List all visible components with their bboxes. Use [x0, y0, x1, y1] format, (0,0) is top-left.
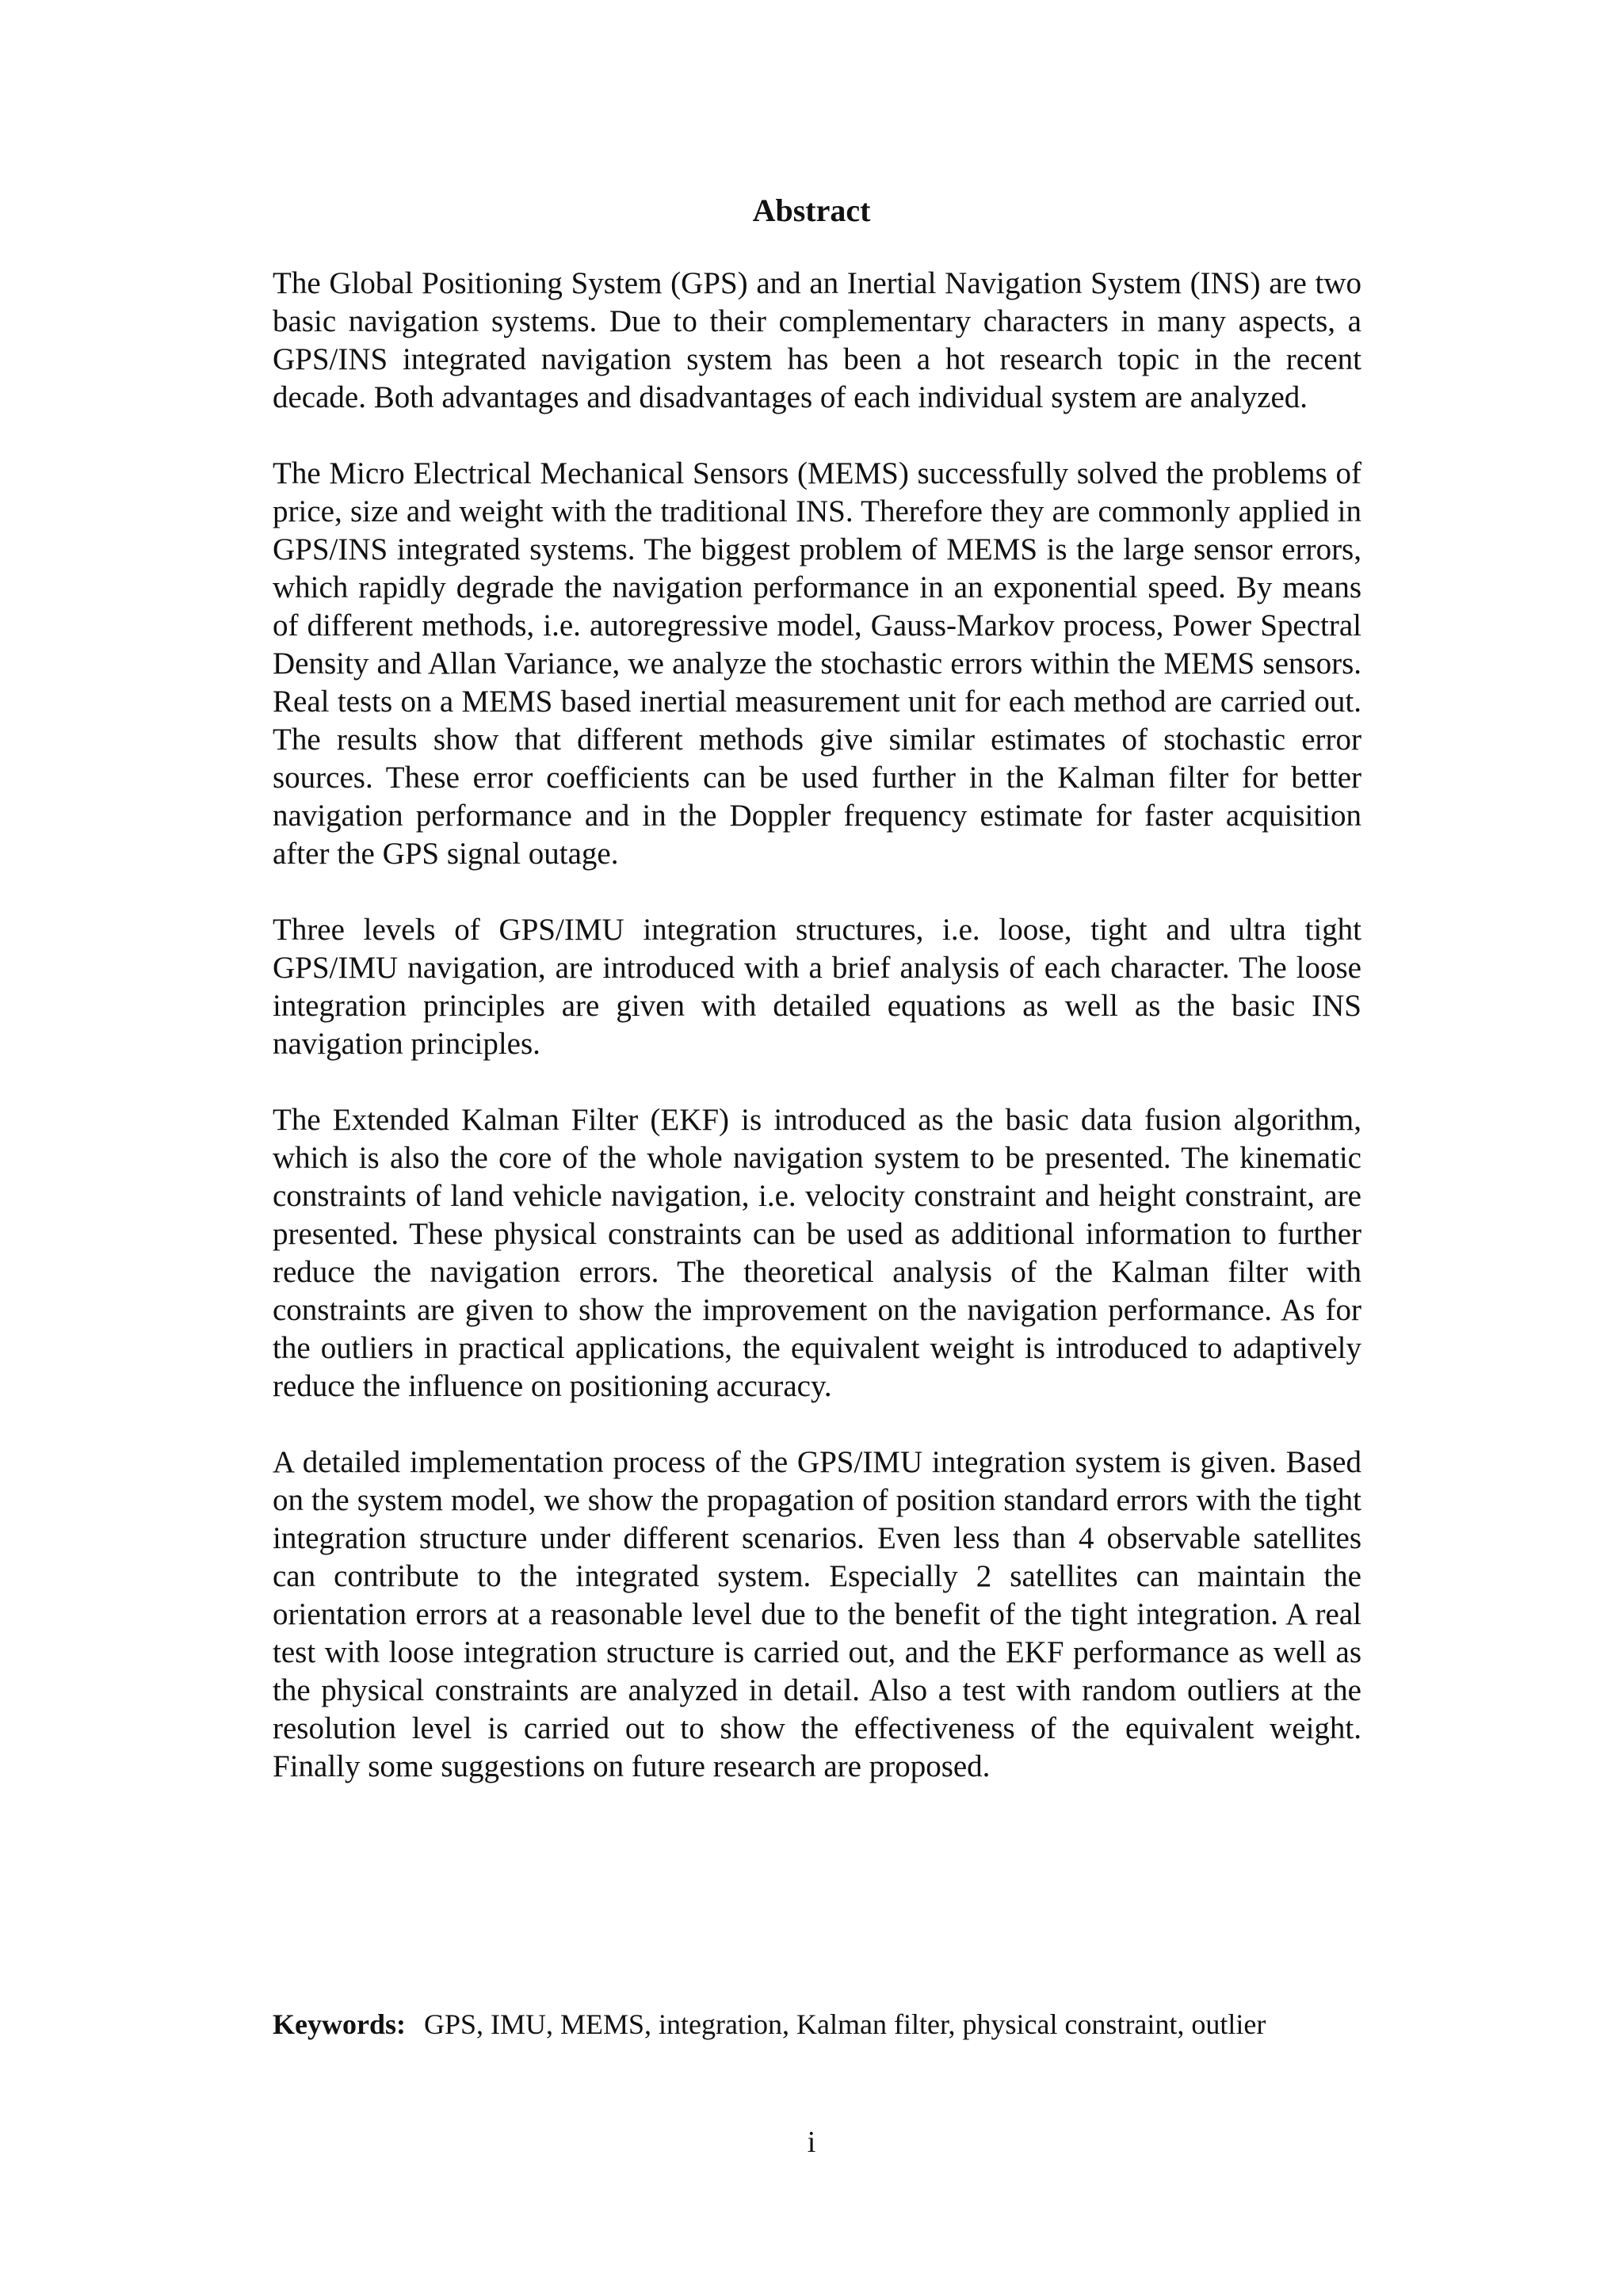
keywords-list: GPS, IMU, MEMS, integration, Kalman filter, physical constraint, outlier	[423, 2008, 1266, 2040]
keywords-label: Keywords:	[273, 2008, 406, 2040]
page-number: i	[807, 2126, 816, 2159]
paragraph-mems-errors: The Micro Electrical Mechanical Sensors (MEMS) successfully solved the problems of price, size and weight with the traditional INS. Therefore they are commonly applied in GPS/INS integrated systems. The biggest problem of MEMS is the large sensor errors, which rapidly degrade the navigation performance in an exponential speed. By means of different methods, i.e. autoregressive model, Gauss-Markov process, Power Spectral Density and Allan Variance, we analyze the stochastic errors within the MEMS sensors. Real tests on a MEMS based inertial measurement unit for each method are carried out. The results show that different methods give similar estimates of stochastic error sources. These error coefficients can be used further in the Kalman filter for better navigation performance and in the Doppler frequency estimate for faster acquisition after the GPS signal outage.	[273, 456, 1361, 871]
paragraph-gps-ins-intro: The Global Positioning System (GPS) and an Inertial Navigation System (INS) are two basic navigation systems. Due to their complementary characters in many aspects, a GPS/INS integrated navigation system has been a hot research topic in the recent decade. Both advantages and disadvantages of each individual system are analyzed.	[273, 266, 1361, 414]
paragraph-implementation: A detailed implementation process of the GPS/IMU integration system is given. Based on the system model, we show the propagation of position standard errors with the tight integration structure under different scenarios. Even less than 4 observable satellites can contribute to the integrated system. Especially 2 satellites can maintain the orientation errors at a reasonable level due to the benefit of the tight integration. A real test with loose integration structure is carried out, and the EKF performance as well as the physical constraints are analyzed in detail. Also a test with random outliers at the resolution level is carried out to show the effectiveness of the equivalent weight. Finally some suggestions on future research are proposed.	[273, 1445, 1361, 1783]
paragraph-ekf-constraints: The Extended Kalman Filter (EKF) is introduced as the basic data fusion algorithm, which is also the core of the whole navigation system to be presented. The kinematic constraints of land vehicle navigation, i.e. velocity constraint and height constraint, are presented. These physical constraints can be used as additional information to further reduce the navigation errors. The theoretical analysis of the Kalman filter with constraints are given to show the improvement on the navigation performance. As for the outliers in practical applications, the equivalent weight is introduced to adaptively reduce the influence on positioning accuracy.	[273, 1103, 1361, 1403]
abstract-heading: Abstract	[752, 193, 871, 228]
paragraph-integration-levels: Three levels of GPS/IMU integration structures, i.e. loose, tight and ultra tight GPS/IMU navigation, are introduced with a brief analysis of each character. The loose integration principles are given with detailed equations as well as the basic INS navigation principles.	[273, 913, 1361, 1061]
keywords-line	[273, 2005, 1382, 2043]
abstract-body	[273, 265, 1361, 1824]
